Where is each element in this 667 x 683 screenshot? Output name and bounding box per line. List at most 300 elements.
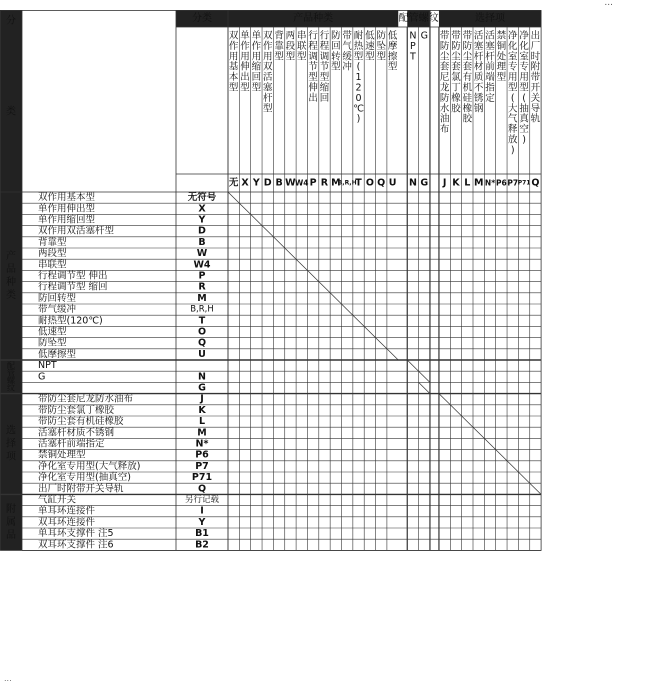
row-name: 出厂时附带开关导轨: [38, 483, 124, 495]
diagonal-cell: [419, 371, 430, 382]
column-header-char: 双: [262, 61, 273, 73]
column-header-char: 联: [297, 40, 307, 52]
diagonal-cell: [228, 192, 239, 203]
column-header-char: 化: [519, 40, 529, 52]
row-group-label-char: 择: [6, 438, 16, 450]
category-header-char: 分: [6, 15, 16, 27]
column-header-char: 型: [228, 82, 239, 94]
column-header-char: (: [522, 92, 526, 104]
row-name: NPT: [38, 360, 57, 372]
column-header-char: 串: [297, 30, 307, 42]
column-code: K: [452, 177, 460, 189]
column-header-M: [331, 31, 341, 73]
column-header-char: 2: [355, 82, 362, 94]
column-code: J: [442, 177, 447, 189]
column-code: N*: [484, 178, 496, 188]
column-header-char: P: [410, 40, 416, 52]
row-symbol: W: [196, 248, 208, 260]
column-header-J: [440, 30, 450, 136]
column-header-char: 抽: [519, 103, 529, 115]
diagonal-cell: [239, 203, 250, 214]
diagonal-cell: [307, 270, 318, 281]
row-name: 带防尘套氯丁橡胶: [38, 404, 115, 416]
column-header-char: 型: [240, 82, 250, 94]
column-header-char: 大: [507, 103, 518, 115]
diagonal-cell: [273, 237, 284, 248]
column-header-char: 冲: [342, 61, 352, 73]
column-header-char: 处: [496, 51, 507, 63]
column-header-T: [353, 30, 364, 125]
row-group-label-char: 项: [6, 451, 16, 463]
column-header-char: 型: [365, 51, 375, 63]
column-header-char: 防: [462, 40, 473, 52]
column-header-char: 节: [319, 61, 330, 73]
column-header-char: 型: [353, 51, 364, 63]
row-symbol: P: [198, 270, 206, 282]
row-symbol: R: [198, 281, 206, 293]
row-name: 净化室专用型(抽真空): [38, 472, 131, 484]
column-header-char: 作: [240, 40, 250, 52]
column-header-char: 厂: [530, 40, 541, 52]
column-code: P6: [496, 178, 507, 188]
row-symbol: 另行记载: [184, 495, 220, 505]
row-name: 单耳环支撑件 注5: [38, 528, 114, 540]
row-name: 双耳环支撑件 注6: [38, 539, 114, 551]
diagonal-cell: [251, 214, 262, 225]
row-symbol: N*: [195, 438, 209, 450]
diagonal-cell: [376, 338, 387, 349]
column-header-char: 背: [274, 30, 284, 42]
diagonal-cell: [473, 427, 484, 438]
column-header-char: 硅: [462, 92, 473, 104]
column-header-L: [463, 30, 473, 125]
column-header-char: 橡: [451, 92, 461, 104]
column-header-char: 伸: [240, 61, 250, 73]
product-group-header-label: 产品种类: [293, 13, 334, 24]
column-header-W4: [297, 30, 307, 63]
diagonal-cell: [484, 438, 495, 449]
column-header-char: 空: [519, 124, 529, 136]
row-name: 双作用双活塞杆型: [38, 225, 115, 237]
diagonal-cell: [530, 483, 541, 494]
column-header-char: 尘: [451, 51, 461, 63]
column-code: P71: [517, 179, 531, 187]
column-header-char: 缩: [319, 82, 330, 94]
column-header-char: ℃: [353, 103, 364, 115]
column-header-char: 杆: [473, 51, 484, 63]
column-header-char: 用: [240, 51, 250, 63]
row-symbol: B1: [195, 528, 209, 540]
column-header-char: 耐: [353, 30, 364, 42]
column-header-N: [409, 31, 416, 63]
column-header-char: 两: [285, 30, 296, 42]
row-name: 禁铜处理型: [38, 449, 86, 461]
column-header-char: 作: [228, 40, 239, 52]
column-header-char: 油: [439, 113, 450, 125]
column-header-P: [308, 30, 318, 104]
row-group-label-char: 产: [6, 251, 16, 262]
column-header-char: 转: [331, 51, 341, 63]
column-header-char: 型: [308, 72, 318, 84]
column-header-char: 型: [285, 51, 296, 63]
column-header-char: 释: [507, 124, 518, 136]
column-header-char: 型: [262, 103, 273, 115]
column-header-U: [388, 31, 398, 73]
row-name: 带防尘套有机硅橡胶: [38, 416, 124, 428]
row-symbol: X: [198, 203, 206, 215]
column-code: D: [263, 177, 272, 189]
column-header-char: 缩: [251, 61, 262, 73]
row-group-label-char: 管: [7, 368, 15, 378]
column-header-char: 胶: [462, 113, 473, 125]
column-header-char: 放: [507, 134, 518, 146]
column-code: P: [309, 177, 317, 189]
column-header-char: 带: [451, 30, 461, 42]
column-code: O: [365, 177, 374, 189]
column-header-char: 导: [530, 103, 541, 115]
column-header-char: 净: [507, 30, 518, 42]
diagonal-cell: [439, 394, 450, 405]
diagonal-cell: [342, 304, 353, 315]
column-header-N: [485, 31, 495, 104]
diagonal-cell: [285, 248, 296, 259]
column-header-char: 水: [439, 103, 450, 115]
column-header-char: 作: [251, 40, 262, 52]
row-name: 单作用缩回型: [38, 214, 96, 226]
column-header-char: 擦: [387, 51, 398, 63]
row-name: 活塞杆前端指定: [38, 438, 105, 450]
column-header-char: 本: [228, 72, 239, 84]
column-header-char: 室: [507, 51, 518, 63]
column-header-char: 锈: [473, 92, 484, 104]
row-symbol: M: [197, 427, 207, 439]
column-header-char: 胶: [451, 103, 461, 115]
port-group-header-label: 配管螺纹: [398, 13, 439, 24]
column-header-char: 时: [530, 51, 541, 63]
column-header-char: 关: [530, 92, 541, 104]
column-header-P6: [497, 30, 507, 84]
row-name: 单耳环连接件: [38, 505, 96, 517]
column-header-B: [274, 30, 284, 63]
column-header-char: 质: [473, 72, 484, 84]
column-header-char: 双: [228, 30, 239, 42]
row-name: G: [38, 371, 46, 383]
column-header-char: 双: [262, 30, 273, 42]
column-header-char: 回: [331, 40, 341, 52]
column-header-char: 材: [473, 61, 484, 73]
column-header-char: 型: [319, 72, 330, 84]
column-header-char: 专: [507, 61, 518, 73]
column-header-W: [286, 31, 296, 63]
column-header-char: 用: [262, 51, 273, 63]
column-header-char: 调: [308, 51, 318, 63]
column-header-char: 伸: [308, 82, 318, 94]
row-group-band: [0, 192, 22, 360]
column-header-char: 回: [319, 92, 330, 104]
diagonal-cell: [507, 461, 518, 472]
row-symbol: G: [198, 382, 206, 394]
column-header-Q: [531, 30, 541, 125]
column-header-char: ): [510, 144, 515, 156]
row-symbol: I: [200, 505, 204, 517]
column-header-O: [365, 31, 375, 63]
column-header-char: 杆: [262, 92, 273, 104]
column-code: L: [464, 177, 471, 189]
row-symbol: B,R,H: [190, 304, 214, 315]
column-header-M: [474, 31, 484, 115]
column-header-char: 型: [496, 72, 507, 84]
column-header-char: 指: [485, 82, 495, 94]
bottom-note: ...: [4, 674, 12, 683]
row-symbol: N: [198, 371, 206, 383]
column-header-char: 钢: [473, 103, 484, 115]
row-symbol: Q: [197, 483, 207, 495]
column-header-char: 活: [262, 72, 273, 84]
row-name: 两段型: [38, 248, 67, 260]
column-header-char: 带: [439, 30, 450, 42]
row-symbol: W4: [193, 259, 211, 271]
column-header-char: 程: [319, 40, 330, 52]
row-group-label-char: 附: [6, 503, 16, 515]
row-symbol: U: [198, 348, 206, 360]
column-header-char: 摩: [387, 40, 398, 52]
column-code: U: [388, 177, 397, 189]
code-header-label: 分类: [192, 13, 212, 24]
row-symbol: Q: [197, 337, 207, 349]
diagonal-cell: [330, 293, 341, 304]
column-header-char: 有: [462, 72, 473, 84]
diagonal-cell: [496, 450, 507, 461]
column-header-char: 用: [228, 51, 239, 63]
row-group-label-char: 品: [6, 264, 16, 275]
row-symbol: P7: [195, 460, 209, 472]
row-group-label-char: 选: [6, 425, 16, 437]
diagonal-cell: [319, 282, 330, 293]
row-group-label-char: 螺: [7, 376, 15, 385]
column-header-char: 气: [507, 113, 518, 125]
column-header-char: 带: [462, 30, 473, 42]
top-note: ...: [604, 0, 613, 8]
diagonal-marks: [228, 192, 541, 494]
row-name: 单作用伸出型: [38, 203, 96, 215]
row-name: 双作用基本型: [38, 192, 96, 204]
column-header-char: 尘: [462, 51, 473, 63]
column-header-char: 龙: [439, 82, 450, 94]
diagonal-cell: [262, 226, 273, 237]
option-group-header-label: 选择项: [475, 13, 506, 24]
column-header-char: 出: [240, 72, 250, 84]
column-header-char: 靠: [274, 40, 284, 52]
row-symbol: B2: [195, 539, 209, 551]
diagonal-cell: [450, 405, 461, 416]
column-header-char: 型: [376, 51, 386, 63]
column-header-char: (: [356, 61, 361, 73]
column-header-char: 活: [485, 30, 495, 42]
column-header-char: T: [410, 51, 416, 63]
row-symbol: L: [198, 416, 206, 428]
column-header-char: 净: [519, 30, 529, 42]
column-header-char: ): [522, 134, 526, 146]
row-symbol: P6: [195, 449, 209, 461]
row-name: 背靠型: [38, 236, 67, 248]
column-code: M: [331, 177, 341, 189]
column-code: M: [473, 177, 484, 189]
column-code: 无: [228, 177, 239, 189]
row-name: 气缸开关: [38, 494, 77, 506]
row-symbol: J: [200, 393, 204, 405]
column-header-char: 套: [451, 61, 461, 73]
column-code: N: [408, 177, 417, 189]
row-name: 防回转型: [38, 292, 77, 304]
column-header-char: 用: [251, 51, 262, 63]
column-header-char: 带: [530, 72, 541, 84]
column-header-char: 布: [439, 124, 450, 136]
column-header-char: 前: [485, 61, 495, 73]
row-group-label-char: 品: [6, 529, 16, 541]
column-header-char: 开: [530, 82, 541, 94]
column-header-G: [421, 31, 428, 42]
row-name: 净化室专用型(大气释放): [38, 460, 141, 472]
column-header-char: 室: [519, 51, 529, 63]
row-name: 低速型: [38, 326, 67, 338]
column-header-char: 用: [507, 72, 518, 84]
column-header-char: 轨: [530, 113, 541, 125]
column-header-char: 调: [319, 51, 330, 63]
row-symbol: K: [198, 404, 206, 416]
column-header-char: 防: [451, 40, 461, 52]
column-header-char: 单: [251, 30, 262, 42]
column-header-char: 防: [439, 40, 450, 52]
column-header-Q: [376, 31, 386, 63]
column-header-char: 单: [240, 30, 250, 42]
row-symbol: B: [198, 236, 206, 248]
column-header-char: 杆: [485, 51, 495, 63]
column-code: Y: [252, 177, 260, 189]
column-header-char: 尼: [439, 72, 450, 84]
diagonal-cell: [387, 349, 398, 360]
column-header-char: 禁: [496, 30, 507, 42]
column-code: B: [275, 177, 283, 189]
column-header-char: 行: [319, 30, 330, 42]
column-code: Q: [531, 177, 540, 189]
column-code: T: [355, 177, 362, 189]
row-group-label-char: 配: [7, 361, 15, 371]
column-header-char: 型: [251, 82, 262, 94]
column-header-char: 型: [331, 61, 341, 73]
column-header-char: 防: [331, 30, 341, 42]
column-header-char: 0: [355, 92, 362, 104]
diagonal-cell: [353, 315, 364, 326]
column-header-char: 型: [387, 61, 398, 73]
column-header-char: 型: [507, 82, 518, 94]
row-group-label-char: 种: [6, 277, 16, 288]
column-header-char: 真: [519, 113, 529, 125]
column-header-char: 坠: [376, 40, 386, 52]
row-symbol: M: [197, 292, 207, 304]
column-header-char: 段: [285, 40, 296, 52]
row-name: 双耳环连接件: [38, 516, 96, 528]
row-name: 带气缓冲: [38, 304, 77, 316]
column-header-char: G: [420, 30, 428, 42]
row-name: 行程调节型 缩回: [38, 281, 108, 293]
column-header-char: 活: [473, 30, 484, 42]
column-header-char: 不: [473, 82, 484, 94]
column-header-char: N: [409, 30, 417, 42]
column-code: W: [285, 177, 296, 189]
row-name: 行程调节型 伸出: [38, 270, 108, 282]
column-header-char: 出: [530, 30, 541, 42]
column-header-char: 出: [308, 92, 318, 104]
category-header-char: 类: [6, 106, 16, 118]
column-header-char: 作: [262, 40, 273, 52]
column-header-char: 附: [530, 61, 541, 73]
column-header-char: 基: [228, 61, 239, 73]
diagonal-cell: [296, 259, 307, 270]
column-header-char: 塞: [485, 40, 495, 52]
column-header-char: 带: [342, 30, 352, 42]
column-header-char: 铜: [496, 40, 507, 52]
column-header-char: 套: [462, 61, 473, 73]
row-name: 低摩擦型: [38, 348, 77, 360]
column-header-char: 程: [308, 40, 318, 52]
column-header-X: [240, 30, 250, 94]
column-header-char: 防: [376, 30, 386, 42]
column-header-char: 型: [519, 82, 529, 94]
column-code: B,R,H: [337, 179, 357, 187]
row-group-label-char: 类: [6, 290, 16, 301]
column-code: R: [320, 177, 329, 189]
diagonal-cell: [462, 416, 473, 427]
column-header-char: 专: [519, 61, 529, 73]
column-header-char: 型: [297, 51, 307, 63]
column-header-char: 型: [274, 51, 284, 63]
column-header-char: 套: [439, 61, 450, 73]
column-header-char: 塞: [473, 40, 484, 52]
column-header-char: 定: [485, 92, 495, 104]
column-header-char: 速: [365, 40, 375, 52]
row-symbol: D: [198, 225, 206, 237]
row-symbol: 无符号: [187, 192, 217, 204]
column-header-char: 氯: [451, 72, 461, 84]
column-header-char: 端: [485, 72, 495, 84]
column-code: P7: [507, 178, 519, 188]
diagonal-cell: [364, 326, 375, 337]
row-symbol: Y: [198, 214, 206, 226]
column-header-char: 塞: [262, 82, 273, 94]
column-header-char: 机: [462, 82, 473, 94]
column-header-char: 防: [439, 92, 450, 104]
row-name: 带防尘套尼龙防水油布: [38, 393, 134, 405]
row-name: 活塞杆材质不锈钢: [38, 427, 115, 439]
column-code: W4: [295, 178, 309, 188]
row-name: 耐热型(120℃): [38, 315, 103, 327]
diagonal-cell: [407, 360, 418, 371]
column-header-char: 尘: [439, 51, 450, 63]
column-header-char: (: [510, 92, 515, 104]
column-header-char: 热: [353, 40, 364, 52]
category-header-band: [0, 10, 22, 192]
column-header-char: 气: [342, 40, 352, 52]
column-code: G: [420, 177, 429, 189]
column-header-char: 化: [507, 40, 518, 52]
row-symbol: T: [198, 315, 206, 327]
row-name: 防坠型: [38, 337, 67, 349]
column-header-P71: [519, 30, 529, 146]
column-header-char: 橡: [462, 103, 473, 115]
column-header-K: [451, 30, 461, 115]
column-header-: [229, 31, 239, 94]
column-header-char: 缓: [342, 51, 352, 63]
